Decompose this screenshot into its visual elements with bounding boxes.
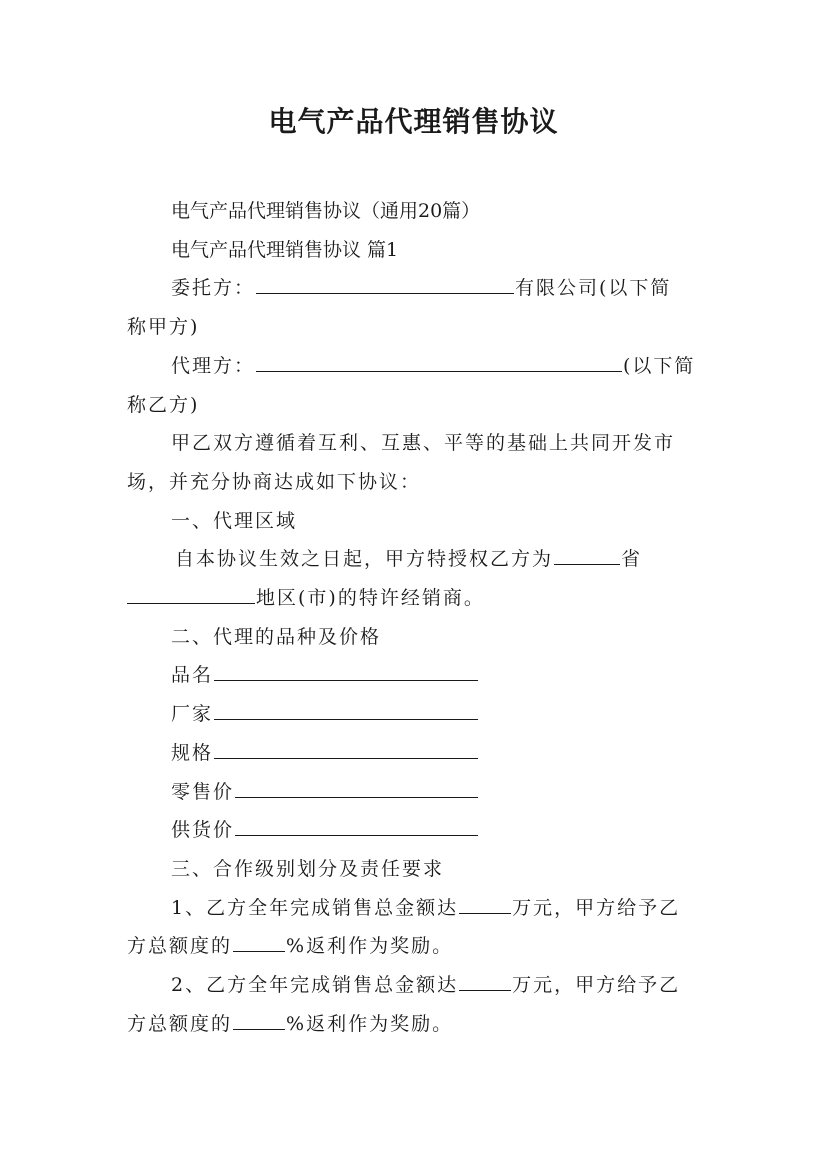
clause1-line-1 (127, 540, 701, 579)
rebate-blank (233, 1028, 285, 1030)
intro-line-2: 场，并充分协商达成如下协议： (127, 470, 422, 493)
clause1-line-2 (127, 579, 701, 618)
principal-suffix: 有限公司(以下简 (515, 277, 672, 300)
clause2-heading: 二、代理的品种及价格 (171, 625, 382, 648)
item-middle: 万元，甲方给予乙 (512, 974, 681, 997)
section-heading: 电气产品代理销售协议 篇1 (171, 238, 399, 261)
clause3-item1-line-1 (127, 889, 701, 928)
agent-label: 代理方： (171, 354, 256, 377)
document-title: 电气产品代理销售协议 (268, 105, 559, 138)
item-line2-suffix: %返利作为奖励。 (286, 1012, 454, 1035)
clause1-text-part2: 省 (621, 548, 643, 571)
field-label: 零售价 (171, 780, 235, 803)
item-middle: 万元，甲方给予乙 (512, 896, 681, 919)
field-specification (127, 734, 701, 773)
field-label: 品名 (171, 664, 214, 687)
agent-line (127, 347, 701, 386)
field-label: 供货价 (171, 819, 235, 842)
field-label: 厂家 (171, 703, 214, 726)
clause3-heading: 三、合作级别划分及责任要求 (171, 857, 445, 880)
field-supply-price (127, 811, 701, 850)
item-line2-prefix: 方总额度的 (127, 1012, 233, 1035)
item-prefix: 2、乙方全年完成销售总金额达 (171, 974, 459, 997)
intro-line-1: 甲乙双方遵循着互利、互惠、平等的基础上共同开发市 (171, 432, 676, 455)
agent-blank (256, 370, 622, 372)
principal-line (127, 269, 701, 308)
rebate-blank (233, 950, 285, 952)
field-blank (214, 718, 478, 720)
field-label: 规格 (171, 741, 214, 764)
amount-blank (459, 912, 511, 914)
clause1-heading: 一、代理区域 (171, 509, 298, 532)
clause3-item1-line-2 (127, 927, 701, 966)
agent-suffix: (以下简 (623, 354, 696, 377)
field-blank (235, 834, 478, 836)
field-manufacturer (127, 695, 701, 734)
field-blank (235, 796, 478, 798)
clause1-text-part3: 地区(市)的特许经销商。 (256, 587, 485, 610)
agent-line-2: 称乙方) (127, 393, 200, 416)
field-blank (214, 757, 478, 759)
clause3-item2-line-1 (127, 966, 701, 1005)
item-prefix: 1、乙方全年完成销售总金额达 (171, 896, 459, 919)
field-retail-price (127, 773, 701, 812)
field-product-name (127, 656, 701, 695)
principal-line-2: 称甲方) (127, 316, 200, 339)
document-body (127, 192, 701, 1043)
item-line2-suffix: %返利作为奖励。 (286, 935, 454, 958)
clause1-province-blank (554, 563, 620, 565)
field-blank (214, 679, 478, 681)
clause3-item2-line-2 (127, 1005, 701, 1044)
clause1-region-blank (127, 602, 255, 604)
document-subtitle: 电气产品代理销售协议（通用20篇） (171, 200, 481, 222)
item-line2-prefix: 方总额度的 (127, 935, 233, 958)
amount-blank (459, 989, 511, 991)
clause1-text-part1: 自本协议生效之日起，甲方特授权乙方为 (175, 548, 554, 571)
principal-blank (256, 292, 514, 294)
principal-label: 委托方： (171, 277, 256, 300)
